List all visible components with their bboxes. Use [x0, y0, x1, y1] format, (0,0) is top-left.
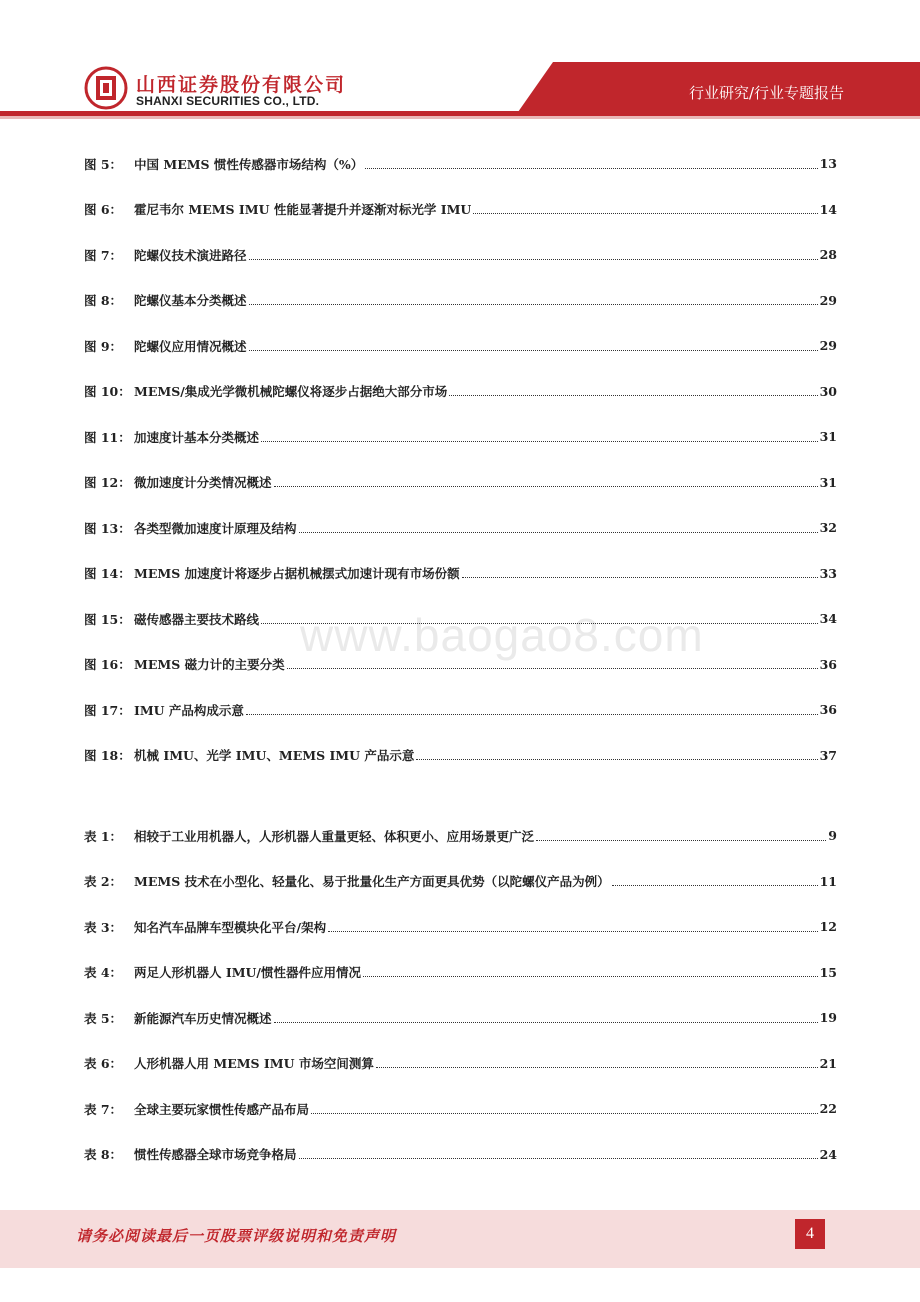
toc-entry-label: 表 5： [84, 1010, 123, 1026]
toc-entry-title: 陀螺仪技术演进路径 [134, 247, 247, 263]
toc-leader-dots [261, 622, 818, 624]
toc-leader-dots [249, 303, 818, 305]
toc-entry-label: 表 4： [84, 965, 123, 981]
toc-entry-title: 全球主要玩家惯性传感产品布局 [134, 1101, 310, 1117]
toc-entry-page: 13 [819, 156, 837, 172]
toc-entry-label: 表 6： [84, 1056, 123, 1072]
toc-leader-dots [449, 394, 817, 396]
toc-entry[interactable] [84, 1132, 837, 1178]
toc-entry-label: 图 10： [84, 384, 131, 400]
figure-list [84, 141, 837, 778]
toc-entry-label: 图 15： [84, 611, 131, 627]
toc-leader-dots [299, 531, 818, 533]
toc-entry[interactable] [84, 904, 837, 950]
toc-entry-page: 14 [819, 201, 837, 217]
toc-entry[interactable] [84, 369, 837, 415]
toc-leader-dots [249, 349, 818, 351]
company-name-cn: 山西证券股份有限公司 [136, 74, 347, 96]
toc-entry-label: 图 12： [84, 475, 131, 491]
toc-entry-page: 11 [819, 873, 837, 889]
toc-entry-page: 9 [828, 828, 837, 844]
page-number: 4 [795, 1219, 825, 1249]
toc-entry-page: 15 [819, 964, 837, 980]
toc-entry-title: 中国 MEMS 惯性传感器市场结构（%） [134, 156, 364, 172]
toc-entry-label: 图 5： [84, 156, 123, 172]
toc-leader-dots [376, 1066, 818, 1068]
toc-entry[interactable] [84, 141, 837, 187]
toc-entry-title: 相较于工业用机器人，人形机器人重量更轻、体积更小、应用场景更广泛 [134, 828, 535, 844]
toc-entry-title: 陀螺仪应用情况概述 [134, 338, 247, 354]
toc-entry-page: 32 [819, 520, 837, 536]
toc-entry-label: 图 14： [84, 566, 131, 582]
toc-leader-dots [274, 1021, 818, 1023]
toc-entry-page: 31 [819, 474, 837, 490]
toc-entry[interactable] [84, 950, 837, 996]
toc-leader-dots [261, 440, 818, 442]
watermark: www.baogao8.com [300, 609, 704, 661]
toc-entry-page: 22 [819, 1101, 837, 1117]
toc-entry[interactable] [84, 995, 837, 1041]
company-name-en: SHANXI SECURITIES CO., LTD. [136, 94, 320, 108]
toc-entry[interactable] [84, 505, 837, 551]
toc-leader-dots [365, 167, 817, 169]
toc-entry-label: 图 6： [84, 202, 123, 218]
toc-entry[interactable] [84, 642, 837, 688]
toc-entry-title: MEMS 磁力计的主要分类 [134, 657, 285, 673]
toc-entry-title: 磁传感器主要技术路线 [134, 611, 260, 627]
toc-entry-label: 图 13： [84, 520, 131, 536]
toc-entry[interactable] [84, 551, 837, 597]
toc-entry-page: 36 [819, 702, 837, 718]
toc-entry-page: 30 [819, 383, 837, 399]
report-type: 行业研究/行业专题报告 [688, 84, 844, 102]
toc-entry-title: 人形机器人用 MEMS IMU 市场空间测算 [134, 1056, 374, 1072]
toc-entry[interactable] [84, 813, 837, 859]
toc-leader-dots [311, 1112, 818, 1114]
toc-leader-dots [249, 258, 818, 260]
page-header [0, 0, 920, 122]
toc-leader-dots [246, 713, 818, 715]
toc-entry-title: 惯性传感器全球市场竞争格局 [134, 1147, 297, 1163]
toc-entry-page: 37 [819, 747, 837, 763]
toc-leader-dots [328, 930, 818, 932]
toc-entry-label: 表 3： [84, 919, 123, 935]
toc-entry-page: 33 [819, 565, 837, 581]
toc-entry-page: 29 [819, 338, 837, 354]
toc-entry-page: 31 [819, 429, 837, 445]
toc-entry-page: 36 [819, 656, 837, 672]
toc-entry[interactable] [84, 323, 837, 369]
toc-leader-dots [536, 839, 826, 841]
toc-entry-page: 34 [819, 611, 837, 627]
toc-entry-page: 28 [819, 247, 837, 263]
company-logo-icon [84, 66, 128, 110]
toc-entry-page: 24 [819, 1146, 837, 1162]
toc-entry-label: 图 16： [84, 657, 131, 673]
toc-entry-label: 图 8： [84, 293, 123, 309]
toc-leader-dots [363, 975, 818, 977]
toc-leader-dots [274, 485, 818, 487]
toc-entry-title: 机械 IMU、光学 IMU、MEMS IMU 产品示意 [134, 748, 415, 764]
toc-entry-page: 19 [819, 1010, 837, 1026]
toc-entry-title: 陀螺仪基本分类概述 [134, 293, 247, 309]
toc-entry-title: MEMS 技术在小型化、轻量化、易于批量化生产方面更具优势（以陀螺仪产品为例） [134, 874, 610, 890]
toc-leader-dots [287, 667, 818, 669]
disclaimer-notice: 请务必阅读最后一页股票评级说明和免责声明 [76, 1227, 397, 1245]
toc-entry-title: 两足人形机器人 IMU/惯性器件应用情况 [134, 965, 362, 981]
toc-entry[interactable] [84, 687, 837, 733]
toc-entry-title: MEMS/集成光学微机械陀螺仪将逐步占据绝大部分市场 [134, 384, 448, 400]
toc-entry-label: 图 7： [84, 247, 123, 263]
toc-entry-page: 12 [819, 919, 837, 935]
toc-entry-title: IMU 产品构成示意 [134, 702, 244, 718]
toc-entry[interactable] [84, 187, 837, 233]
toc-entry-title: 新能源汽车历史情况概述 [134, 1010, 272, 1026]
toc-entry-label: 表 7： [84, 1101, 123, 1117]
toc-entry[interactable] [84, 733, 837, 779]
toc-entry-label: 表 8： [84, 1147, 123, 1163]
toc-entry[interactable] [84, 596, 837, 642]
toc-entry[interactable] [84, 1086, 837, 1132]
toc-entry[interactable] [84, 278, 837, 324]
toc-entry-label: 表 2： [84, 874, 123, 890]
toc-entry[interactable] [84, 232, 837, 278]
toc-leader-dots [612, 884, 818, 886]
toc-entry-label: 图 11： [84, 429, 131, 445]
toc-entry-title: MEMS 加速度计将逐步占据机械摆式加速计现有市场份额 [134, 566, 460, 582]
toc-entry[interactable] [84, 460, 837, 506]
toc-entry[interactable] [84, 859, 837, 905]
toc-entry-label: 图 18： [84, 748, 131, 764]
toc-leader-dots [299, 1157, 818, 1159]
toc-entry-label: 表 1： [84, 828, 123, 844]
toc-entry[interactable] [84, 414, 837, 460]
toc-leader-dots [462, 576, 818, 578]
toc-entry-title: 加速度计基本分类概述 [134, 429, 260, 445]
toc-entry-title: 霍尼韦尔 MEMS IMU 性能显著提升并逐渐对标光学 IMU [134, 202, 472, 218]
toc-entry-title: 知名汽车品牌车型模块化平台/架构 [134, 919, 327, 935]
toc-leader-dots [416, 758, 817, 760]
toc-entry[interactable] [84, 1041, 837, 1087]
table-list [84, 813, 837, 1177]
toc-entry-label: 图 17： [84, 702, 131, 718]
toc-entry-page: 29 [819, 292, 837, 308]
toc-leader-dots [473, 212, 817, 214]
toc-entry-title: 各类型微加速度计原理及结构 [134, 520, 297, 536]
toc-entry-label: 图 9： [84, 338, 123, 354]
toc-entry-title: 微加速度计分类情况概述 [134, 475, 272, 491]
toc-entry-page: 21 [819, 1055, 837, 1071]
